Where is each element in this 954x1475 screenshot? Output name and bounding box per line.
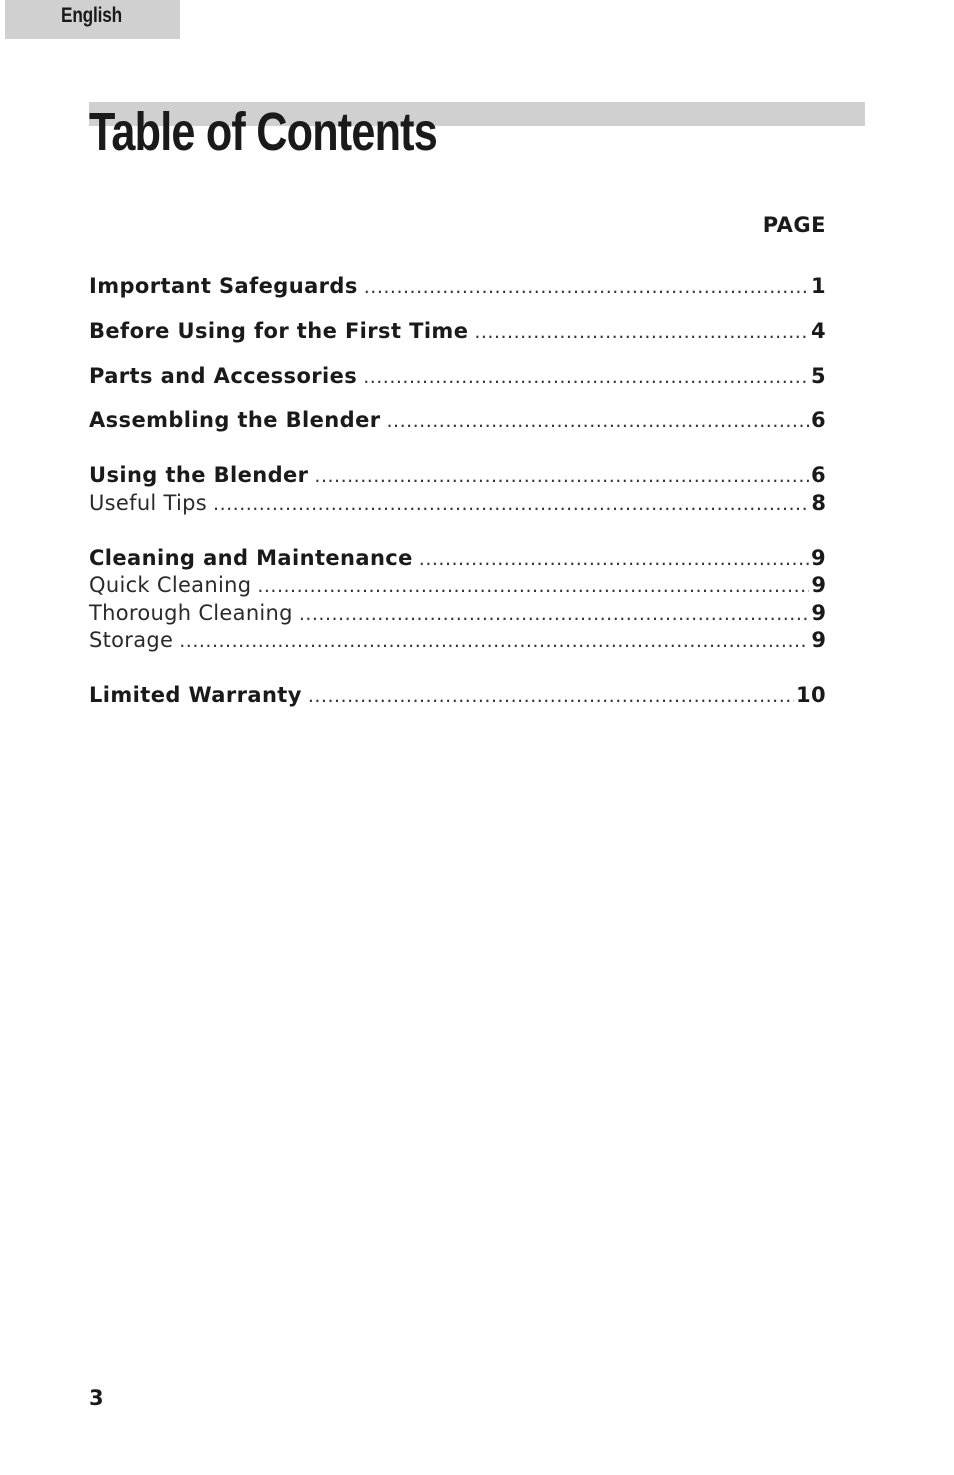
- page-number: 3: [89, 1386, 104, 1410]
- toc-entry-label: Before Using for the First Time: [89, 319, 469, 343]
- toc-entry-label: Storage: [89, 628, 174, 652]
- dot-leader: [213, 490, 809, 518]
- toc-entry-label: Thorough Cleaning: [89, 601, 293, 625]
- toc-entry-assembling-the-blender[interactable]: [89, 406, 826, 434]
- toc-entry-before-using[interactable]: [89, 317, 826, 345]
- toc-entry-quick-cleaning[interactable]: [89, 571, 826, 599]
- dot-leader: [363, 363, 809, 391]
- toc-entry-page: 5: [810, 364, 826, 388]
- toc-entry-label: Using the Blender: [89, 463, 309, 487]
- toc-entry-using-the-blender[interactable]: [89, 461, 826, 489]
- dot-leader: [257, 572, 809, 600]
- toc-entry-page: 1: [810, 274, 826, 298]
- toc-entry-page: 9: [811, 573, 826, 597]
- toc-entry-page: 9: [811, 601, 826, 625]
- toc-entry-cleaning-and-maintenance[interactable]: [89, 544, 826, 572]
- dot-leader: [179, 627, 809, 655]
- toc-entry-label: Assembling the Blender: [89, 408, 381, 432]
- toc-entry-label: Quick Cleaning: [89, 573, 252, 597]
- toc-entry-label: Limited Warranty: [89, 683, 302, 707]
- toc-entry-limited-warranty[interactable]: [89, 681, 826, 709]
- dot-leader: [314, 462, 809, 490]
- dot-leader: [386, 407, 809, 435]
- toc-entry-page: 6: [810, 408, 826, 432]
- page-title: Table of Contents: [89, 102, 437, 162]
- toc-entry-page: 9: [810, 546, 826, 570]
- toc-entry-useful-tips[interactable]: [89, 489, 826, 517]
- dot-leader: [419, 545, 809, 573]
- toc-entry-page: 6: [810, 463, 826, 487]
- toc-entry-label: Cleaning and Maintenance: [89, 546, 413, 570]
- toc-entry-parts-and-accessories[interactable]: [89, 362, 826, 390]
- toc-entry-page: 4: [810, 319, 826, 343]
- toc-entry-thorough-cleaning[interactable]: [89, 599, 826, 627]
- toc-entry-important-safeguards[interactable]: [89, 272, 826, 300]
- toc-entry-storage[interactable]: [89, 626, 826, 654]
- toc-entry-page: 10: [795, 683, 826, 707]
- language-tab: [5, 0, 180, 39]
- page-column-header: PAGE: [762, 213, 826, 237]
- dot-leader: [364, 273, 809, 301]
- dot-leader: [299, 600, 810, 628]
- dot-leader: [474, 318, 809, 346]
- language-label: English: [61, 4, 123, 27]
- toc-entry-label: Useful Tips: [89, 491, 208, 515]
- dot-leader: [308, 682, 794, 710]
- toc-entry-page: 8: [811, 491, 826, 515]
- toc-entry-label: Important Safeguards: [89, 274, 358, 298]
- toc-entry-page: 9: [811, 628, 826, 652]
- toc-entry-label: Parts and Accessories: [89, 364, 358, 388]
